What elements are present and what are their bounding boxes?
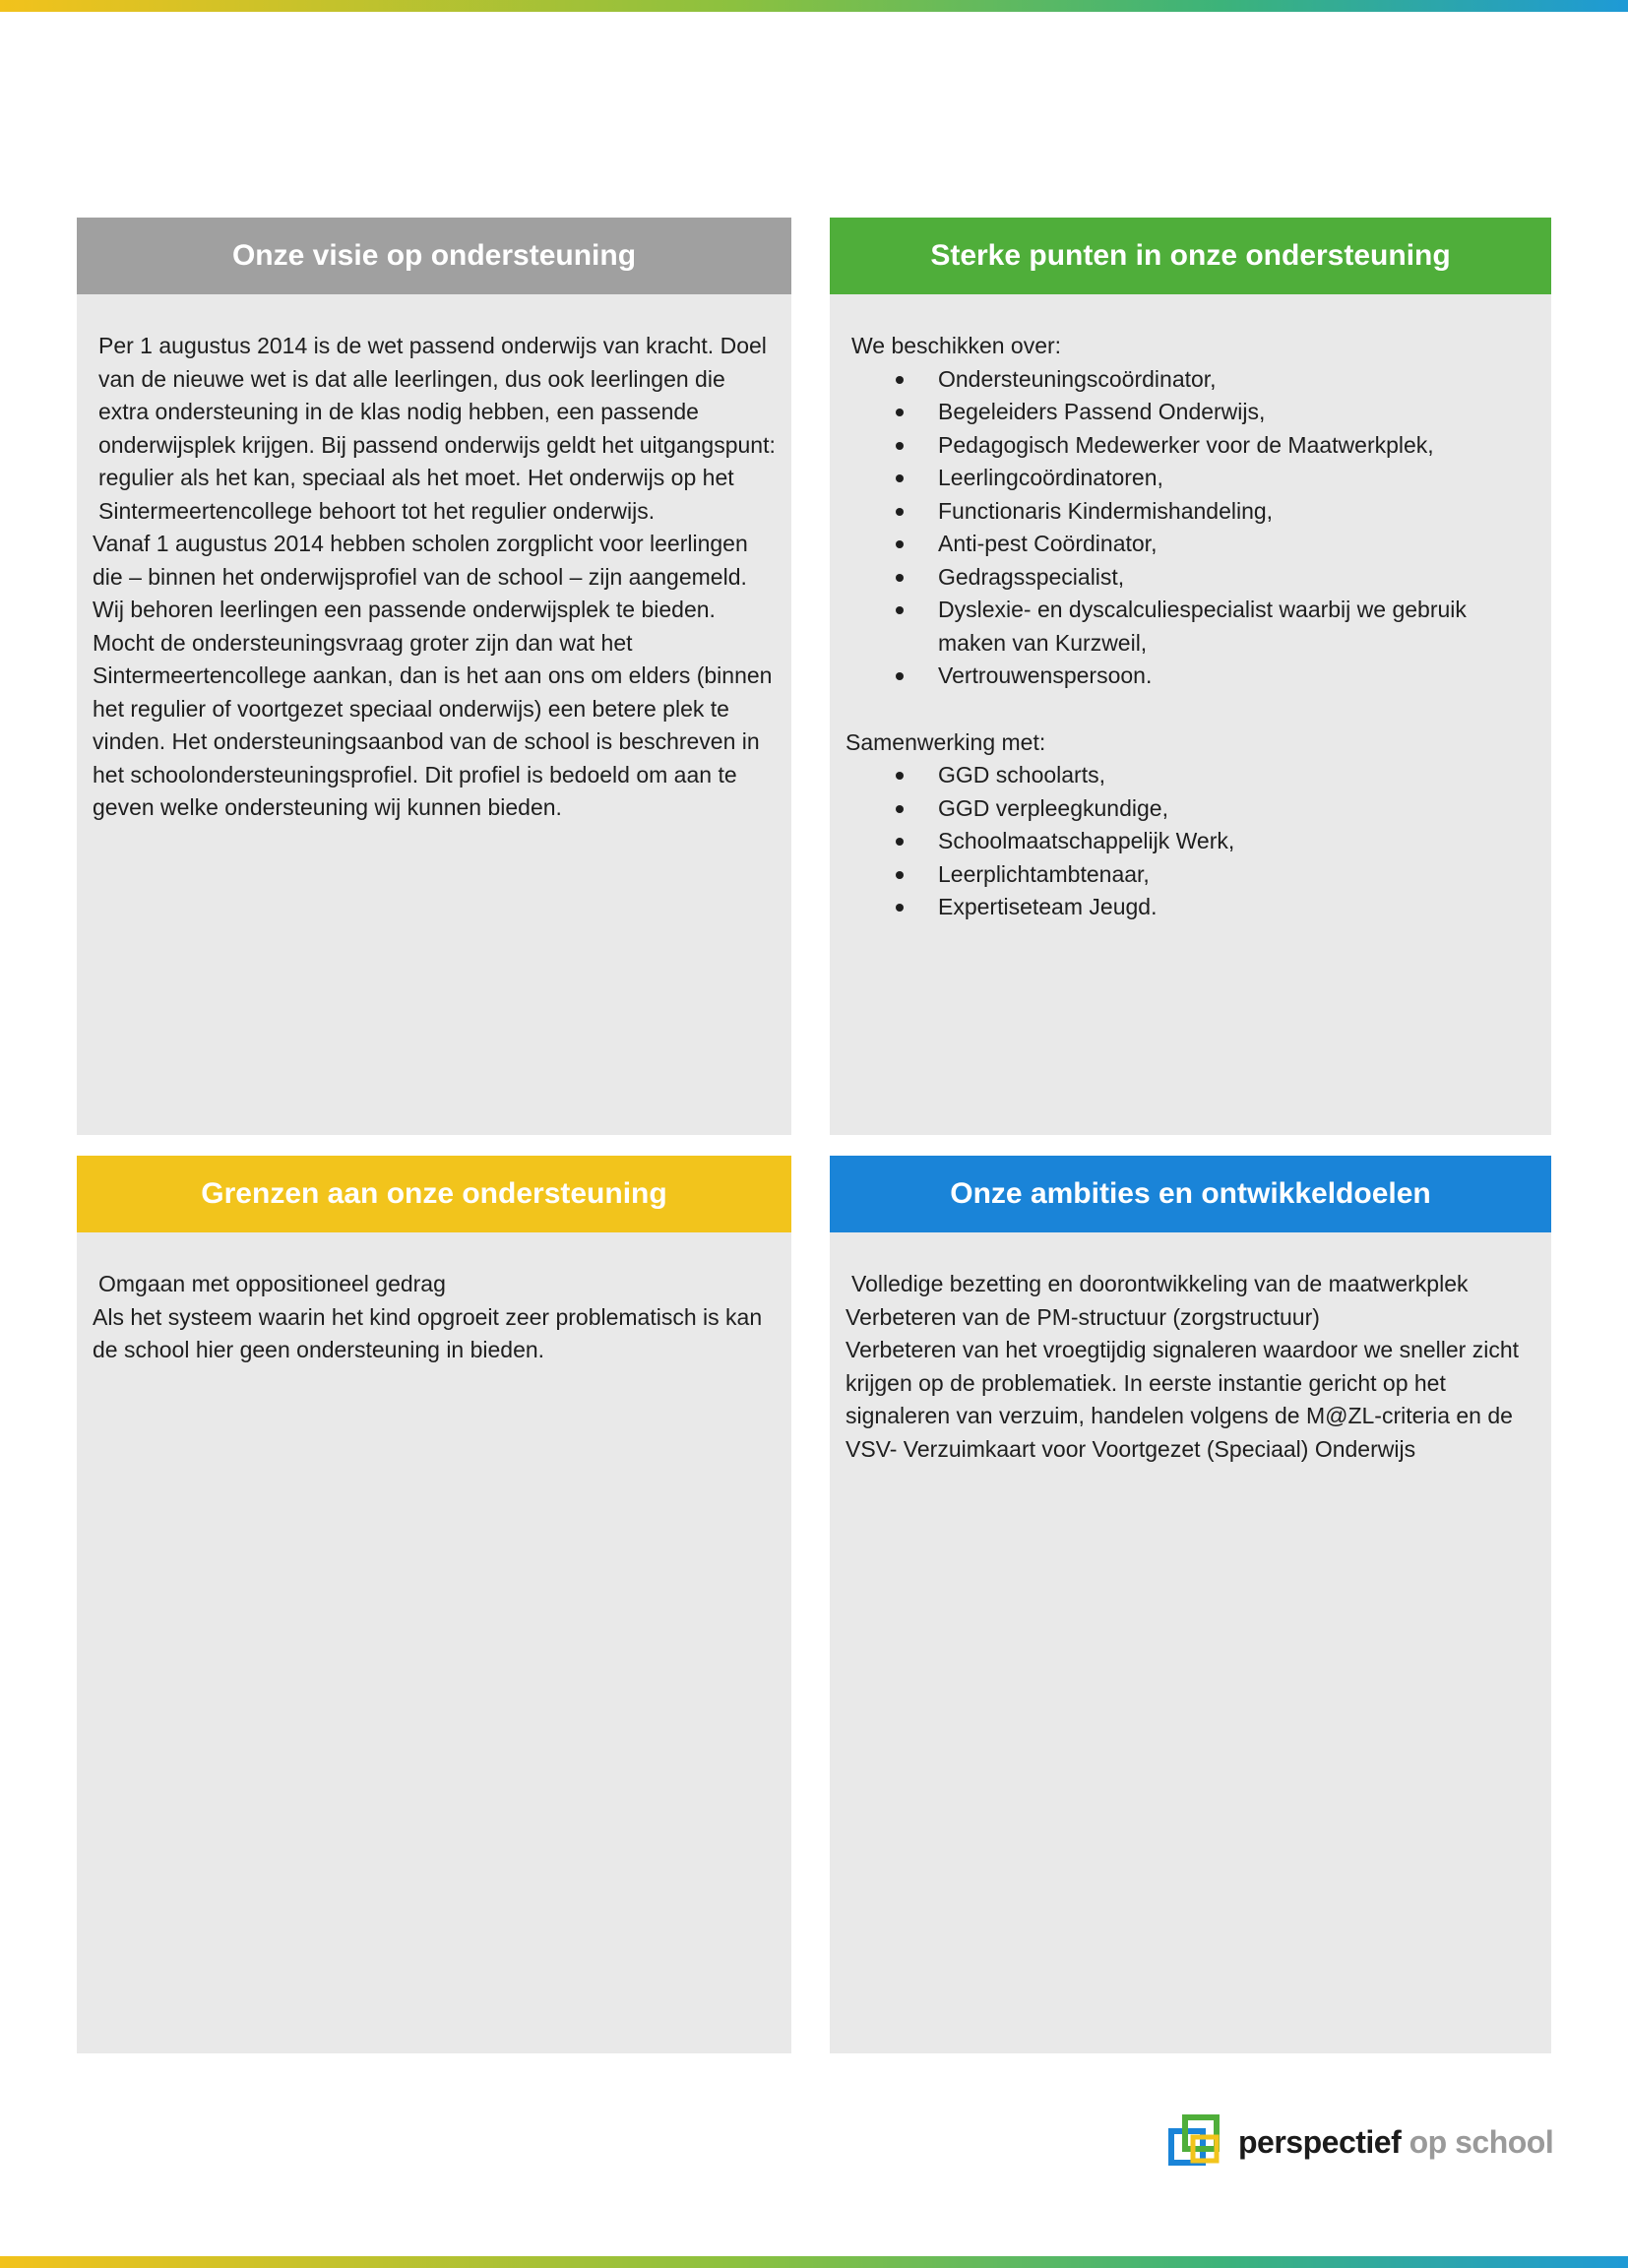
list-item: Begeleiders Passend Onderwijs, [845, 396, 1535, 429]
list-item: Expertiseteam Jeugd. [845, 891, 1535, 924]
panel-sterke-punten-body [830, 294, 1551, 924]
list-item: Pedagogisch Medewerker voor de Maatwerkplek, [845, 429, 1535, 463]
sterk-list [845, 363, 1535, 693]
list-item: Vertrouwenspersoon. [845, 660, 1535, 693]
list-item: Dyslexie- en dyscalculiespecialist waarbij we gebruik maken van Kurzweil, [845, 594, 1535, 660]
panel-visie [77, 218, 791, 1135]
perspectief-op-school-logo [1167, 2111, 1553, 2173]
panel-visie-header: Onze visie op ondersteuning [77, 218, 791, 294]
samenwerking-list [845, 759, 1535, 924]
grenzen-paragraph-1: Omgaan met oppositioneel gedrag [98, 1271, 446, 1296]
visie-paragraph-1: Per 1 augustus 2014 is de wet passend onderwijs van kracht. Doel van de nieuwe wet is dat alle leerlingen, dus ook leerlingen die extra ondersteuning in de klas nodig hebben, een passende onderwijsplek krijgen. Bij passend onderwijs geldt het uitgangspunt: regulier als het kan, speciaal als het moet. Het onderwijs op het Sintermeertencollege behoort tot het regulier onderwijs. [98, 333, 776, 524]
list-item: GGD schoolarts, [845, 759, 1535, 792]
grenzen-paragraph-2: Als het systeem waarin het kind opgroeit zeer problematisch is kan de school hier geen ondersteuning in bieden. [93, 1303, 763, 1362]
panel-ambities-body [830, 1232, 1551, 1466]
list-item: Ondersteuningscoördinator, [845, 363, 1535, 397]
ambities-paragraph-2: Verbeteren van de PM-structuur (zorgstructuur) [845, 1303, 1320, 1330]
panel-grenzen-header: Grenzen aan onze ondersteuning [77, 1156, 791, 1232]
bottom-color-stripe [0, 2256, 1628, 2268]
list-item: Leerplichtambtenaar, [845, 858, 1535, 892]
list-item: Schoolmaatschappelijk Werk, [845, 825, 1535, 858]
logo-word-op-school: op school [1409, 2123, 1554, 2160]
list-item: Leerlingcoördinatoren, [845, 462, 1535, 495]
list-item: Functionaris Kindermishandeling, [845, 495, 1535, 529]
panel-sterke-punten-header: Sterke punten in onze ondersteuning [830, 218, 1551, 294]
logo-squares-icon [1167, 2111, 1232, 2173]
top-color-stripe [0, 0, 1628, 12]
panel-visie-body [77, 294, 791, 825]
logo-word-perspectief: perspectief [1238, 2123, 1402, 2160]
panel-ambities-header: Onze ambities en ontwikkeldoelen [830, 1156, 1551, 1232]
panel-grenzen [77, 1156, 791, 2053]
list-item: GGD verpleegkundige, [845, 792, 1535, 826]
sterk-intro: We beschikken over: [851, 333, 1062, 358]
ambities-paragraph-3: Verbeteren van het vroegtijdig signaleren waardoor we sneller zicht krijgen op de problematiek. In eerste instantie gericht op het signaleren van verzuim, handelen volgens de M@ZL-criteria en de VSV- Verzuimkaart voor Voortgezet (Speciaal) Onderwijs [845, 1337, 1520, 1462]
panel-sterke-punten [830, 218, 1551, 1135]
sterk-intro-samenwerking: Samenwerking met: [845, 728, 1046, 755]
ambities-paragraph-1: Volledige bezetting en doorontwikkeling van de maatwerkplek [851, 1271, 1469, 1296]
panel-grenzen-body [77, 1232, 791, 1367]
list-item: Anti-pest Coördinator, [845, 528, 1535, 561]
logo-text [1238, 2124, 1553, 2161]
panel-ambities [830, 1156, 1551, 2053]
list-item: Gedragsspecialist, [845, 561, 1535, 595]
visie-paragraph-2: Vanaf 1 augustus 2014 hebben scholen zorgplicht voor leerlingen die – binnen het onderwijsprofiel van de school – zijn aangemeld. Wij behoren leerlingen een passende onderwijsplek te bieden. Mocht de ondersteuningsvraag groter zijn dan wat het Sintermeertencollege aankan, dan is het aan ons om elders (binnen het regulier of voortgezet speciaal onderwijs) een betere plek te vinden. Het ondersteuningsaanbod van de school is beschreven in het schoolondersteuningsprofiel. Dit profiel is bedoeld om aan te geven welke ondersteuning wij kunnen bieden. [93, 531, 773, 820]
